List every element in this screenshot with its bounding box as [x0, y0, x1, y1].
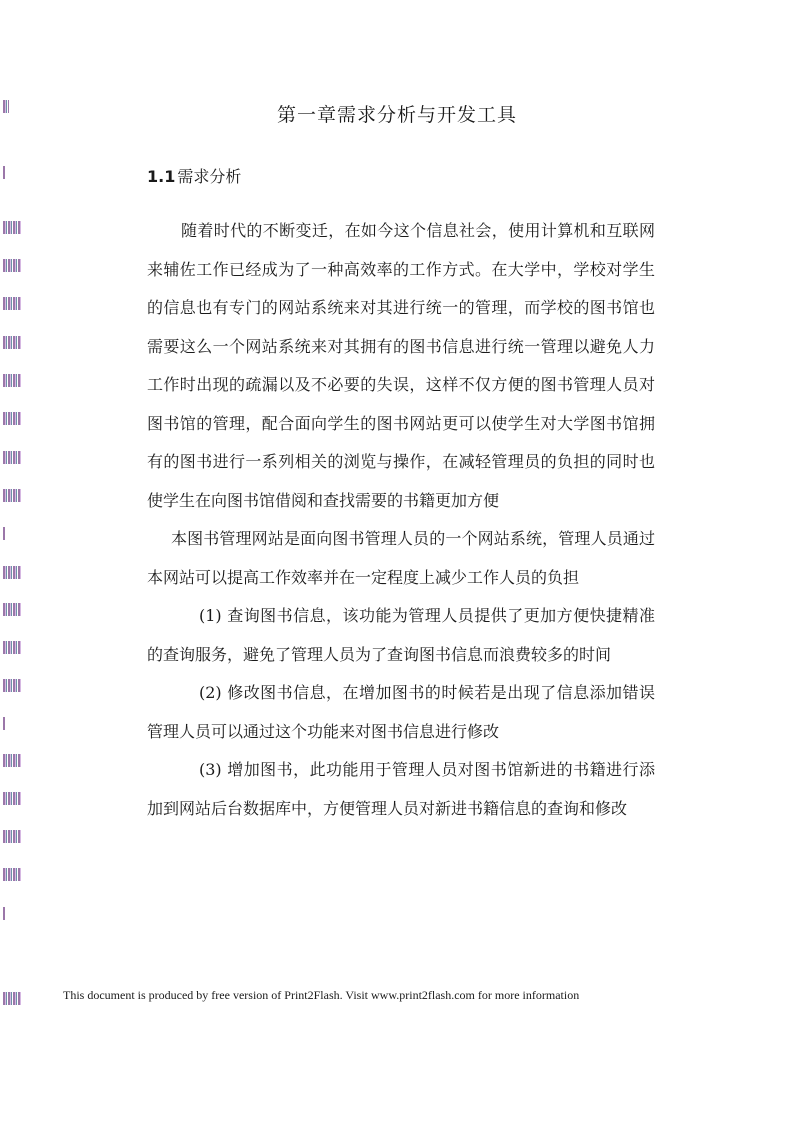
margin-mark — [3, 679, 21, 692]
margin-mark — [3, 566, 21, 579]
margin-mark — [3, 717, 5, 730]
paragraph: 本图书管理网站是面向图书管理人员的一个网站系统，管理人员通过本网站可以提高工作效率并在一定程度上减少工作人员的负担 — [147, 529, 655, 587]
margin-mark — [3, 830, 21, 843]
margin-mark — [3, 792, 21, 805]
list-item-paragraph: (3) 增加图书，此功能用于管理人员对图书馆新进的书籍进行添加到网站后台数据库中，方便管理人员对新进书籍信息的查询和修改 — [147, 760, 655, 818]
margin-mark — [3, 527, 5, 540]
list-item-paragraph: (1) 查询图书信息，该功能为管理人员提供了更加方便快捷精准的查询服务，避免了管理人员为了查询图书信息而浪费较多的时间 — [147, 606, 655, 664]
margin-mark — [3, 259, 21, 272]
paragraph: 随着时代的不断变迁，在如今这个信息社会，使用计算机和互联网来辅佐工作已经成为了一种高效率的工作方式。在大学中，学校对学生的信息也有专门的网站系统来对其进行统一的管理，而学校的图书馆也需要这么一个网站系统来对其拥有的图书信息进行统一管理以避免人力工作时出现的疏漏以及不必要的失误，这样不仅方便的图书管理人员对图书馆的管理，配合面向学生的图书网站更可以使学生对大学图书馆拥有的图书进行一系列相关的浏览与操作，在减轻管理员的负担的同时也使学生在向图书馆借阅和查找需要的书籍更加方便 — [147, 221, 655, 510]
margin-mark — [3, 297, 21, 310]
margin-mark — [3, 754, 21, 767]
margin-mark — [3, 412, 21, 425]
margin-mark — [3, 336, 21, 349]
margin-scan-marks — [3, 0, 25, 1123]
section-heading — [147, 164, 241, 187]
margin-mark — [3, 374, 21, 387]
margin-mark — [3, 603, 21, 616]
list-item-paragraph: (2) 修改图书信息，在增加图书的时候若是出现了信息添加错误管理人员可以通过这个功能来对图书信息进行修改 — [147, 683, 655, 741]
watermark-footer: This document is produced by free version of Print2Flash. Visit www.print2flash.com for more information — [63, 988, 580, 1002]
margin-mark — [3, 907, 5, 920]
margin-mark — [3, 641, 21, 654]
margin-mark — [3, 868, 21, 881]
margin-mark — [3, 489, 21, 502]
section-number: 1.1 — [147, 167, 176, 186]
margin-mark — [3, 166, 5, 179]
document-body — [147, 212, 655, 828]
margin-mark — [3, 451, 21, 464]
margin-mark — [3, 992, 21, 1005]
margin-mark — [3, 221, 21, 234]
chapter-title: 第一章需求分析与开发工具 — [276, 104, 517, 126]
section-heading-text: 需求分析 — [177, 167, 242, 186]
